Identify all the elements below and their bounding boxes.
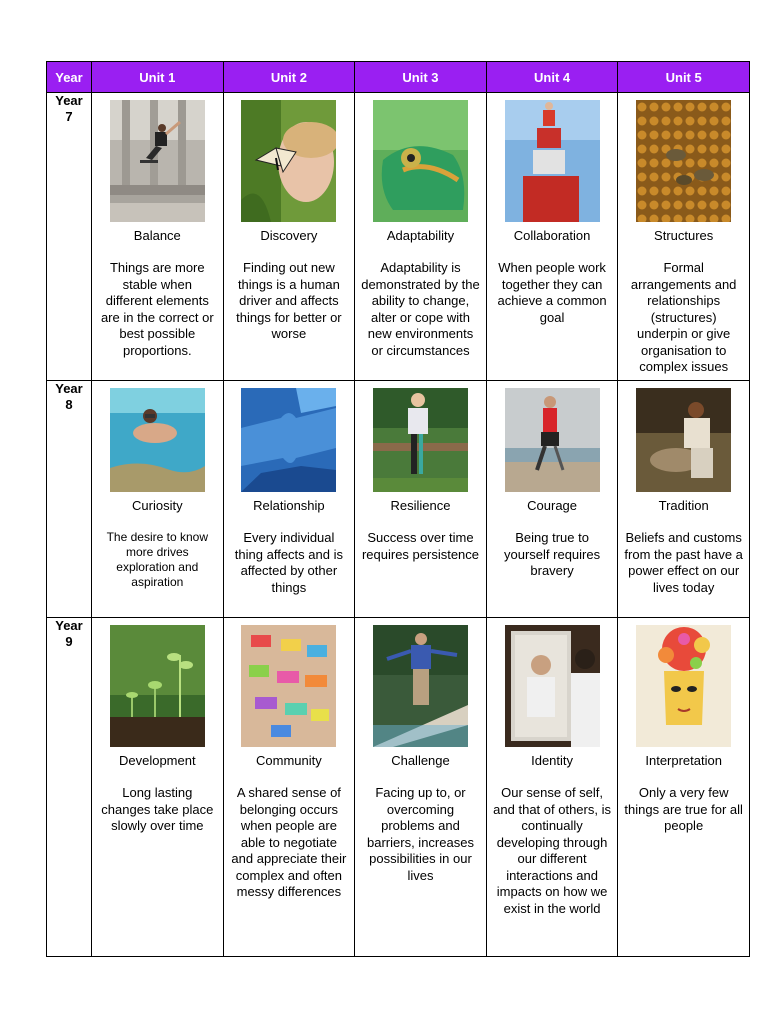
table-row-year-7 <box>47 93 750 381</box>
theme-description: Being true to yourself requires bravery <box>504 530 601 578</box>
header-year: Year <box>47 62 92 93</box>
theme-description: Beliefs and customs from the past have a power effect on our lives today <box>624 530 743 595</box>
seedlings-photo <box>110 625 205 747</box>
theme-label: Relationship <box>253 498 325 513</box>
theme-description: Finding out new things is a human driver and affects things for better or worse <box>236 260 342 341</box>
year-label: Year 8 <box>47 381 92 618</box>
theme-label: Identity <box>531 753 574 768</box>
girl-prosthetic-leg-photo <box>373 388 468 492</box>
unit-cell <box>486 93 618 381</box>
header-unit-1: Unit 1 <box>92 62 224 93</box>
unit-cell <box>355 93 487 381</box>
header-unit-4: Unit 4 <box>486 62 618 93</box>
log-balance-photo <box>373 625 468 747</box>
header-unit-5: Unit 5 <box>618 62 750 93</box>
theme-label: Tradition <box>658 498 709 513</box>
unit-cell <box>92 381 224 618</box>
unit-cell <box>486 618 618 957</box>
header-unit-2: Unit 2 <box>223 62 355 93</box>
flower-head-illustration <box>636 625 731 747</box>
theme-description: Things are more stable when different elements are in the correct or best possible proportions. <box>100 260 214 358</box>
unit-cell <box>618 618 750 957</box>
theme-label: Balance <box>133 228 181 243</box>
theme-description: Formal arrangements and relationships (structures) underpin or give organisation to complex issues <box>630 260 737 374</box>
butterfly-face-photo <box>241 100 336 222</box>
craftsman-photo <box>636 388 731 492</box>
table-row-year-9 <box>47 618 750 957</box>
theme-description: When people work together they can achieve a common goal <box>497 260 607 325</box>
theme-description: Long lasting changes take place slowly over time <box>101 785 214 833</box>
skateboarder-photo <box>110 100 205 222</box>
unit-cell <box>618 381 750 618</box>
theme-label: Challenge <box>391 753 450 768</box>
table-row-year-8 <box>47 381 750 618</box>
unit-cell <box>355 381 487 618</box>
unit-cell <box>223 381 355 618</box>
theme-description: The desire to know more drives exploration and aspiration <box>106 530 208 589</box>
theme-label: Resilience <box>390 498 451 513</box>
units-table <box>46 61 750 957</box>
human-tower-photo <box>505 100 600 222</box>
theme-label: Community <box>256 753 322 768</box>
theme-label: Development <box>118 753 196 768</box>
unit-cell <box>618 93 750 381</box>
year-label: Year 7 <box>47 93 92 381</box>
runner-prosthetic-leg-photo <box>505 388 600 492</box>
unit-cell <box>355 618 487 957</box>
header-unit-3: Unit 3 <box>355 62 487 93</box>
hands-speech-bubbles-photo <box>241 625 336 747</box>
theme-description: Our sense of self, and that of others, is continually developing through our different interactions and impacts on how we exist in the world <box>493 785 611 916</box>
theme-label: Interpretation <box>645 753 722 768</box>
honeycomb-bees-photo <box>636 100 731 222</box>
mirror-reflection-photo <box>505 625 600 747</box>
header-row <box>47 62 750 93</box>
theme-description: A shared sense of belonging occurs when people are able to negotiate and appreciate their complex and often messy differences <box>231 785 347 899</box>
theme-label: Curiosity <box>132 498 183 513</box>
chameleon-photo <box>373 100 468 222</box>
unit-cell <box>223 93 355 381</box>
theme-label: Discovery <box>260 228 318 243</box>
theme-description: Every individual thing affects and is affected by other things <box>234 530 343 595</box>
theme-label: Structures <box>654 228 714 243</box>
unit-cell <box>223 618 355 957</box>
unit-cell <box>92 618 224 957</box>
theme-description: Facing up to, or overcoming problems and barriers, increases possibilities in our lives <box>367 785 474 883</box>
theme-description: Only a very few things are true for all people <box>624 785 743 833</box>
unit-cell <box>486 381 618 618</box>
theme-description: Success over time requires persistence <box>361 530 480 562</box>
theme-label: Adaptability <box>386 228 455 243</box>
snorkeler-photo <box>110 388 205 492</box>
theme-description: Adaptability is demonstrated by the ability to change, alter or cope with new environments or circumstances <box>361 260 480 358</box>
unit-cell <box>92 93 224 381</box>
puzzle-pieces-photo <box>241 388 336 492</box>
year-label: Year 9 <box>47 618 92 957</box>
theme-label: Courage <box>527 498 578 513</box>
theme-label: Collaboration <box>513 228 591 243</box>
